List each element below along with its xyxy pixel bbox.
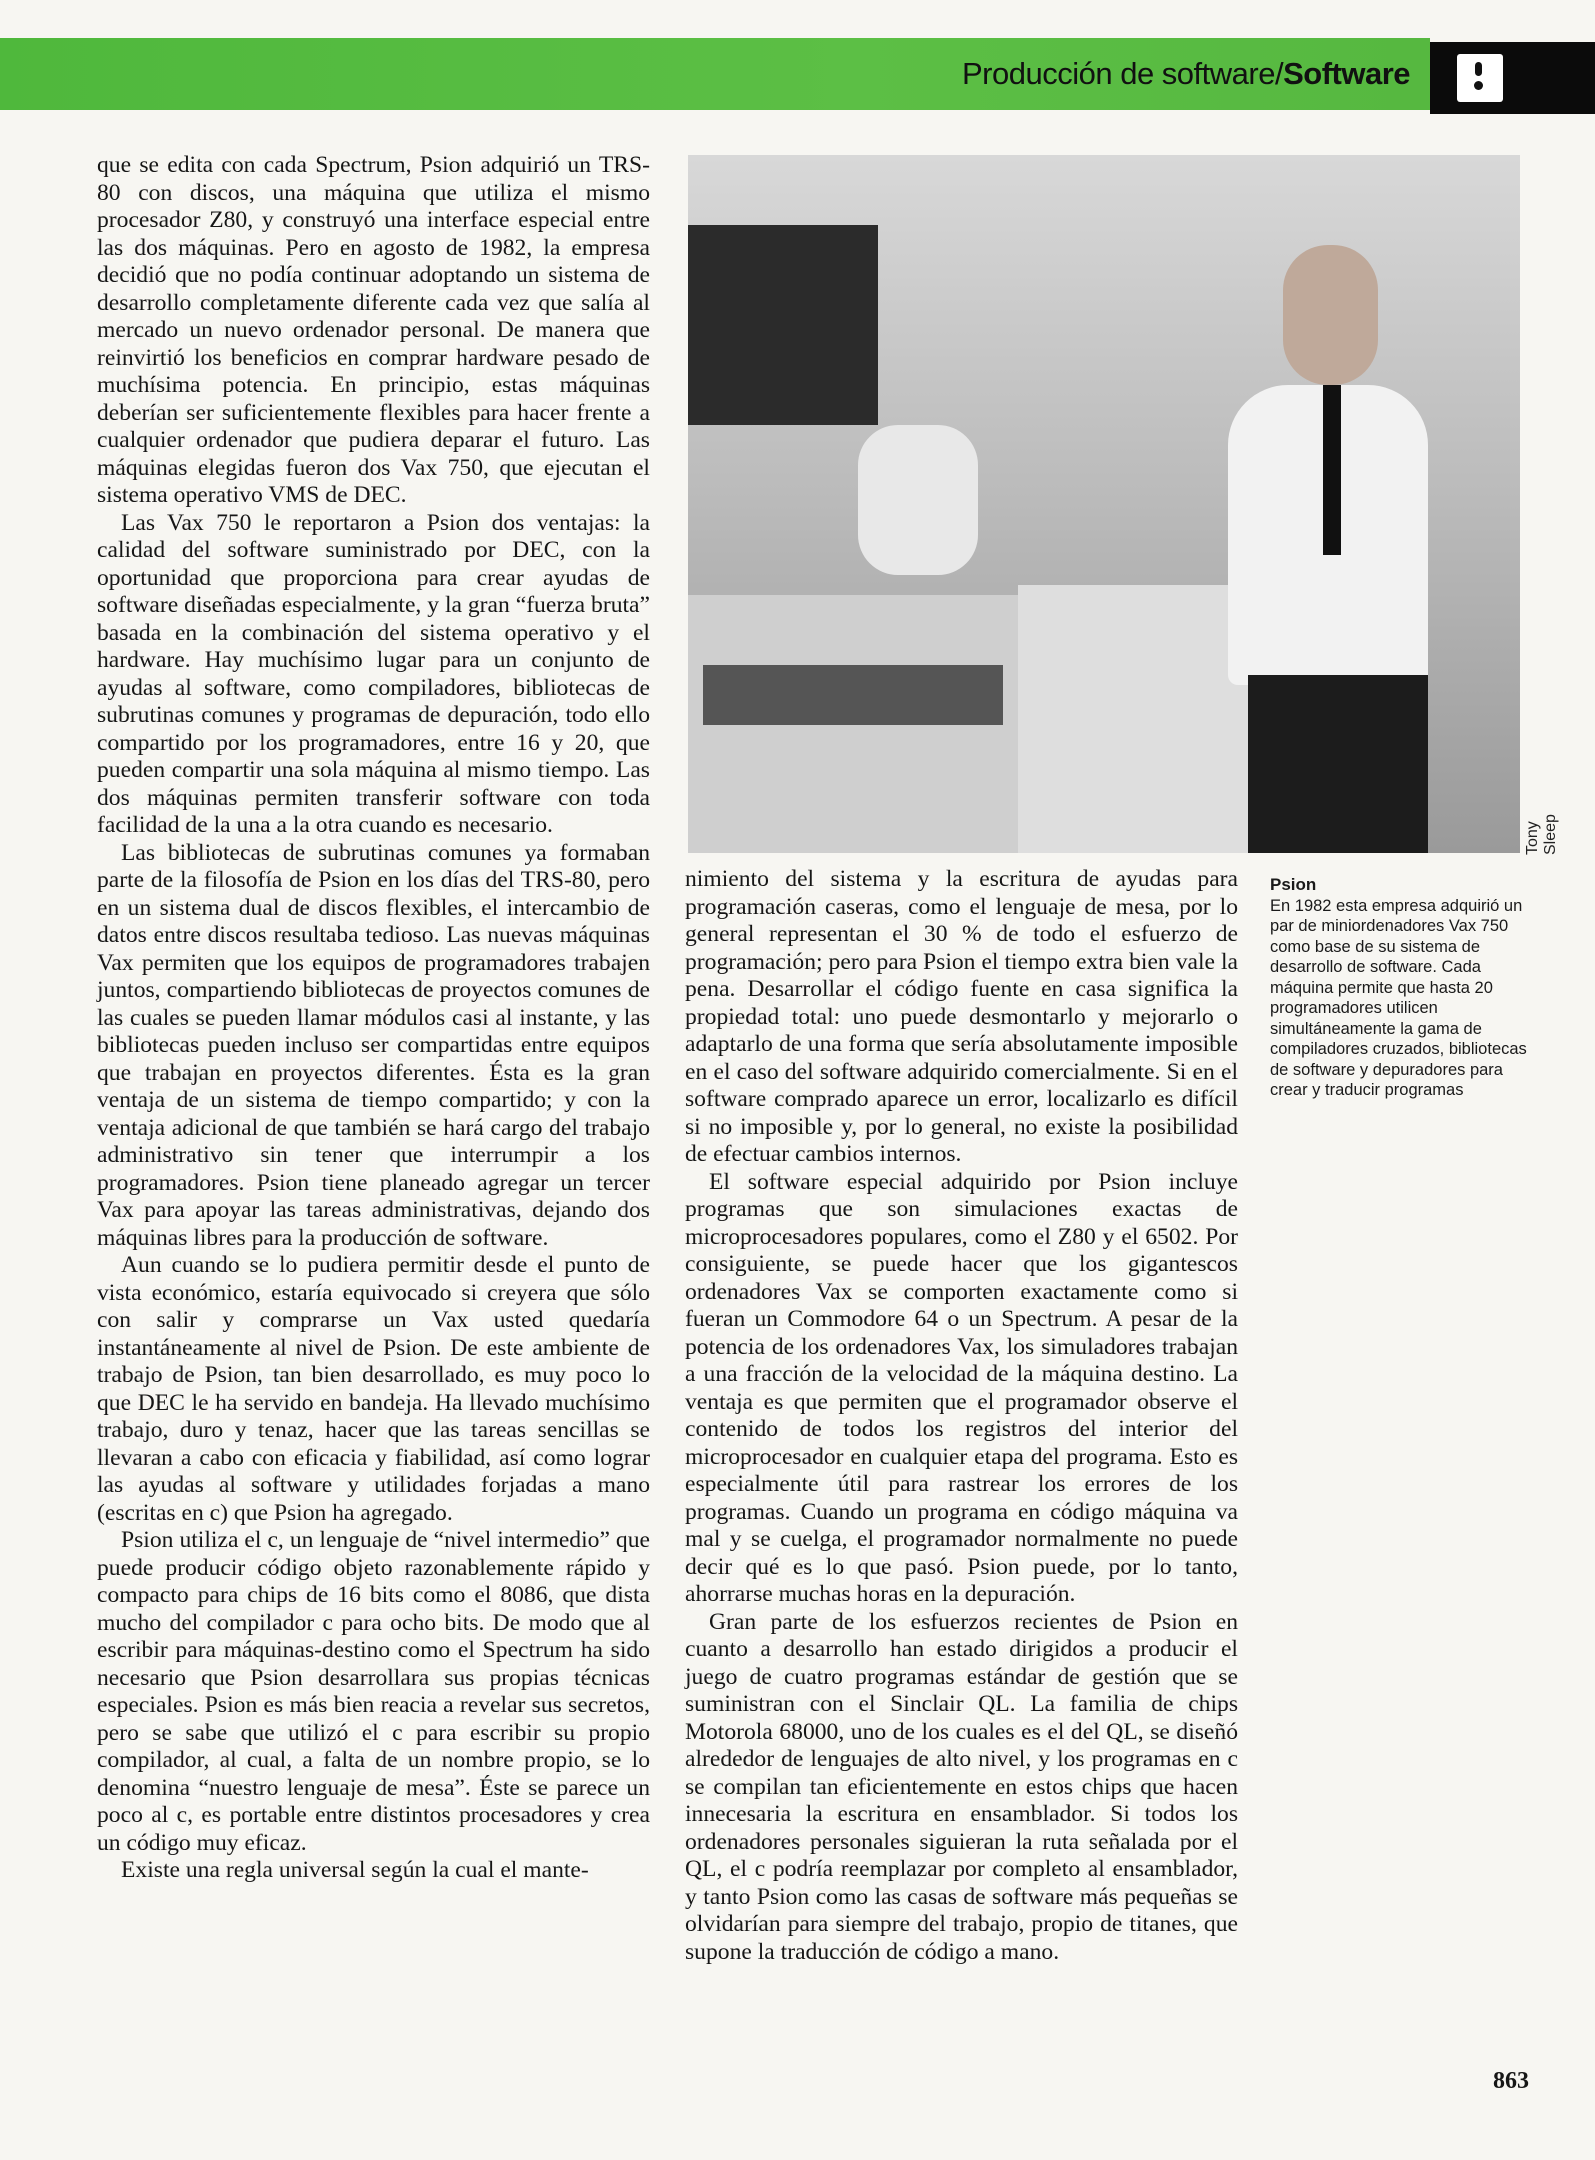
photo-vent-grille	[703, 665, 1003, 725]
floppy-disk-icon	[1457, 54, 1503, 102]
photo-person-tie	[1323, 385, 1341, 555]
paragraph: Las Vax 750 le reportaron a Psion dos ventajas: la calidad del software suministrado por DEC, con la oportunidad que proporciona para crear ayudas de software diseñadas especialmente, y la gran “fuerza bruta” basada en la combinación del sistema operativo y el hardware. Hay muchísimo lugar para un conjunto de ayudas al software, como compiladores, bibliotecas de subrutinas comunes y programas de depuración, todo ello compartido por los programadores, entre 16 y 20, que pueden compartir una sola máquina al mismo tiempo. Las dos máquinas permiten transferir software con toda facilidad de la una a la otra cuando es necesario.	[97, 509, 650, 838]
section-title	[962, 56, 1410, 92]
paragraph: Psion utiliza el c, un lenguaje de “nivel intermedio” que puede producir código objeto razonablemente rápido y compacto para chips de 16 bits como el 8086, que dista mucho del compilador c para ocho bits. De modo que al escribir para máquinas-destino como el Spectrum ha sido necesario que Psion desarrollara sus propias técnicas especiales. Psion es más bien reacia a revelar sus secretos, pero se sabe que utilizó el c para escribir su propio compilador, al cual, a falta de un nombre propio, se lo denomina “nuestro lenguaje de mesa”. Éste se parece un poco al c, es portable entre distintos procesadores y crea un código muy eficaz.	[97, 1527, 650, 1856]
page-number: 863	[1493, 2068, 1529, 2094]
photo-disk-drive	[1018, 585, 1248, 853]
section-title-bold: Software	[1283, 56, 1410, 91]
article-column-2	[685, 866, 1238, 1966]
photo-disk-packs	[858, 425, 978, 575]
photo-credit: Tony Sleep	[1524, 814, 1559, 855]
caption-text: En 1982 esta empresa adquirió un par de miniordenadores Vax 750 como base de su sistema de desarrollo de software. Cada máquina permite que hasta 20 programadores utilicen simultáneamente la gama de compiladores cruzados, bibliotecas de software y depuradores para crear y traducir programas	[1270, 896, 1527, 1099]
photo-person-trousers	[1248, 675, 1428, 853]
paragraph: Aun cuando se lo pudiera permitir desde el punto de vista económico, estaría equivocado si creyera que sólo con salir y comprarse un Vax usted quedaría instantáneamente al nivel de Psion. De este ambiente de trabajo de Psion, tan bien desarrollado, es muy poco lo que DEC le ha servido en bandeja. Ha llevado muchísimo trabajo, duro y tenaz, hacer que las tareas sencillas se llevaran a cabo con eficacia y fiabilidad, así como lograr las ayudas al software y utilidades forjadas a mano (escritas en c) que Psion ha agregado.	[97, 1252, 650, 1526]
paragraph: Las bibliotecas de subrutinas comunes ya formaban parte de la filosofía de Psion en los días del TRS-80, pero en un sistema dual de discos flexibles, el intercambio de datos entre discos resultaba tedioso. Las nuevas máquinas Vax permiten que los equipos de programadores trabajen juntos, compartiendo bibliotecas de proyectos comunes de las cuales se pueden llamar módulos casi al instante, y las bibliotecas pueden incluso ser compartidas entre equipos que trabajan en proyectos diferentes. Ésta es la gran ventaja de un sistema de tiempo compartido; y con la ventaja adicional de que también se hará cargo del trabajo administrativo sin tener que interrumpir a los programadores. Psion tiene planeado agregar un tercer Vax para apoyar las tareas administrativas, dejando dos máquinas libres para la producción de software.	[97, 839, 650, 1251]
paragraph: nimiento del sistema y la escritura de ayudas para programación caseras, como el lenguaje de mesa, por lo general representan el 30 % de todo el esfuerzo de programación; pero para Psion el tiempo extra bien vale la pena. Desarrollar el código fuente en casa significa la propiedad total: uno puede desmontarlo y mejorarlo o adaptarlo de una forma que sería absolutamente imposible en el caso del software adquirido comercialmente. Si en el software comprado aparece un error, localizarlo es difícil si no imposible y, por lo general, no existe la posibilidad de efectuar cambios internos.	[685, 866, 1238, 1167]
article-column-1	[97, 152, 650, 1885]
photo-wall-panel	[688, 225, 878, 425]
paragraph: Existe una regla universal según la cual el mante-	[121, 1857, 589, 1883]
section-title-regular: Producción de software/	[962, 56, 1284, 91]
section-tab	[1430, 42, 1595, 114]
paragraph: Gran parte de los esfuerzos recientes de Psion en cuanto a desarrollo han estado dirigidos a producir el juego de cuatro programas estándar de gestión que se suministran con el Sinclair QL. La familia de chips Motorola 68000, uno de los cuales es el del QL, se diseñó alrededor de lenguajes de alto nivel, y los programas en c se compilan tan eficientemente en estos chips que hacen innecesaria la escritura en ensamblador. Si todos los ordenadores personales siguieran la ruta señalada por el QL, el c podría reemplazar por completo al ensamblador, y tanto Psion como las casas de software más pequeñas se olvidarían para siempre del trabajo, propio de titanes, que supone la traducción de código a mano.	[685, 1608, 1238, 1965]
photo-caption	[1270, 875, 1540, 1101]
paragraph: que se edita con cada Spectrum, Psion adquirió un TRS-80 con discos, una máquina que utiliza el mismo procesador Z80, y construyó una interface especial entre las dos máquinas. Pero en agosto de 1982, la empresa decidió que no podía continuar adoptando un sistema de desarrollo completamente diferente cada vez que salía al mercado un nuevo ordenador personal. De manera que reinvirtió los beneficios en comprar hardware pesado de muchísima potencia. En principio, estas máquinas deberían ser suficientemente flexibles para hacer frente a cualquier ordenador que pudiera deparar el futuro. Las máquinas elegidas fueron dos Vax 750, que ejecutan el sistema operativo VMS de DEC.	[97, 152, 650, 508]
photo-person-face	[1283, 245, 1378, 385]
photo-psion-vax-room	[688, 155, 1520, 853]
caption-title: Psion	[1270, 875, 1317, 894]
paragraph: El software especial adquirido por Psion incluye programas que son simulaciones exactas de microprocesadores populares, como el Z80 y el 6502. Por consiguiente, se puede hacer que los gigantescos ordenadores Vax se comporten exactamente como si fueran un Commodore 64 o un Spectrum. A pesar de la potencia de los ordenadores Vax, los simuladores trabajan a una fracción de la velocidad de la máquina destino. La ventaja es que permiten que el programador observe el contenido de todos los registros del interior del microprocesador en cualquier etapa del programa. Esto es especialmente útil para rastrear los errores de los programas. Cuando un programa en código máquina va mal y se cuelga, el programador normalmente no puede decir qué es lo que pasó. Psion puede, por lo tanto, ahorrarse muchas horas en la depuración.	[685, 1168, 1238, 1607]
